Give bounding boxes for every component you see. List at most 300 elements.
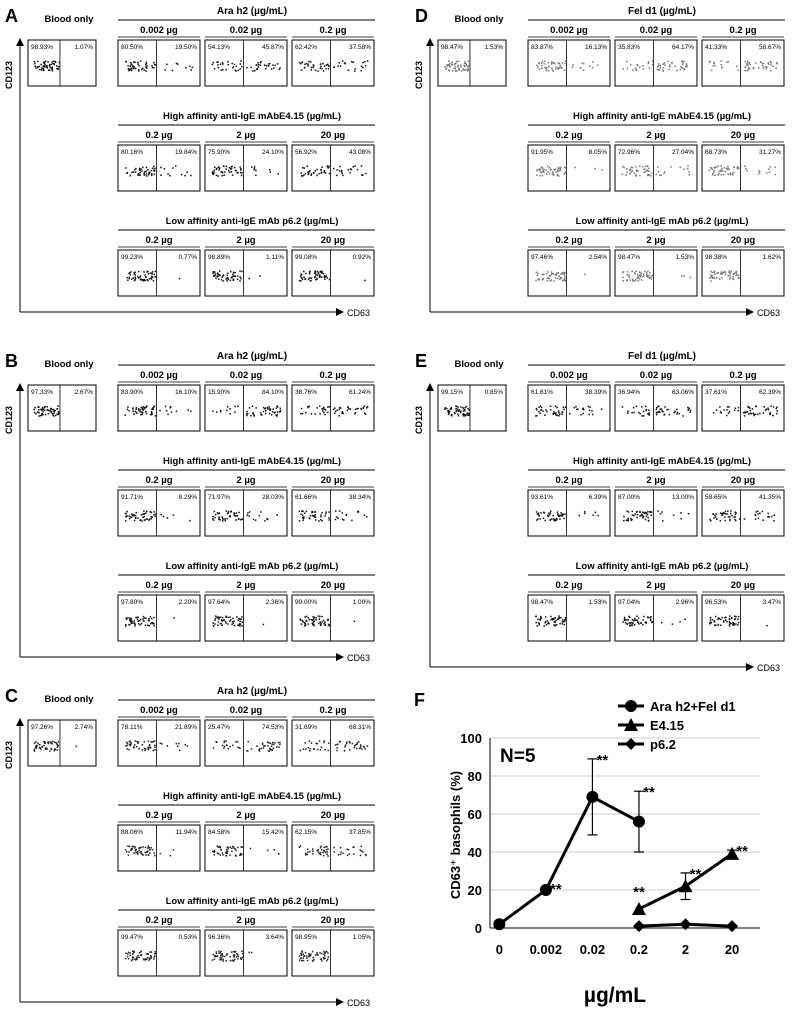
event-dot: [217, 64, 219, 66]
event-dot: [235, 69, 237, 71]
event-dot: [251, 166, 253, 168]
event-dot: [238, 620, 240, 622]
event-dot: [224, 171, 226, 173]
event-dot: [320, 852, 322, 854]
event-dot: [542, 168, 544, 170]
event-dot: [556, 272, 558, 274]
event-dot: [681, 275, 683, 277]
event-dot: [584, 513, 586, 515]
event-dot: [652, 621, 654, 623]
event-dot: [308, 174, 310, 176]
event-dot: [551, 271, 553, 273]
event-dot: [146, 65, 148, 67]
event-dot: [327, 64, 329, 66]
event-dot: [230, 280, 232, 282]
event-dots: [622, 616, 686, 627]
y-tick-label: 20: [467, 883, 482, 898]
event-dot: [638, 617, 640, 619]
event-dot: [234, 167, 236, 169]
event-dot: [562, 62, 564, 64]
event-dot: [305, 412, 307, 414]
event-dot: [58, 66, 60, 68]
antigen-dose-plot: [528, 385, 610, 431]
event-dot: [300, 619, 302, 621]
event-dot: [51, 748, 53, 750]
event-dot: [134, 846, 136, 848]
event-dot: [311, 175, 313, 177]
event-dot: [723, 620, 725, 622]
event-dot: [144, 408, 146, 410]
event-dot: [659, 174, 661, 176]
event-dot: [736, 272, 738, 274]
event-dot: [217, 625, 219, 627]
event-dot: [305, 173, 307, 175]
event-dot: [220, 616, 222, 618]
event-dot: [558, 272, 560, 274]
event-dot: [340, 854, 342, 856]
event-dot: [237, 847, 239, 849]
event-dot: [268, 750, 270, 752]
event-dot: [553, 273, 555, 275]
event-dot: [315, 274, 317, 276]
event-dot: [629, 624, 631, 626]
event-dot: [328, 68, 330, 70]
event-dot: [232, 174, 234, 176]
event-dot: [313, 64, 315, 66]
event-dot: [547, 166, 549, 168]
event-dot: [557, 171, 559, 173]
low-affinity-dose-plot: [615, 595, 697, 641]
event-dot: [642, 619, 644, 621]
event-dot: [301, 172, 303, 174]
right-quadrant-percent: 2.20%: [178, 599, 197, 606]
event-dot: [229, 854, 231, 856]
event-dot: [548, 66, 550, 68]
event-dot: [467, 408, 469, 410]
event-dot: [563, 409, 565, 411]
event-dot: [553, 411, 555, 413]
event-dot: [128, 854, 130, 856]
event-dot: [657, 166, 659, 168]
dose-label: 0.002 µg: [550, 25, 588, 36]
event-dot: [636, 616, 638, 618]
event-dot: [731, 617, 733, 619]
event-dot: [277, 63, 279, 65]
event-dot: [146, 405, 148, 407]
event-dot: [714, 515, 716, 517]
event-dot: [658, 63, 660, 65]
left-quadrant-percent: 72.96%: [618, 149, 641, 156]
dose-label: 0.2 µg: [145, 130, 173, 141]
event-dot: [564, 518, 566, 520]
event-dot: [622, 406, 624, 408]
event-dot: [252, 406, 254, 408]
event-dot: [690, 410, 692, 412]
event-dot: [333, 168, 335, 170]
event-dot: [601, 408, 603, 410]
event-dot: [269, 413, 271, 415]
event-dot: [637, 514, 639, 516]
event-dot: [770, 405, 772, 407]
event-dot: [214, 167, 216, 169]
event-dot: [76, 746, 78, 748]
event-dot: [276, 405, 278, 407]
event-dot: [270, 171, 272, 173]
event-dot: [233, 66, 235, 68]
event-dot: [365, 854, 367, 856]
event-dot: [224, 956, 226, 958]
event-dot: [39, 744, 41, 746]
event-dot: [658, 171, 660, 173]
event-dot: [147, 280, 149, 282]
right-quadrant-percent: 0.77%: [178, 254, 197, 261]
event-dot: [635, 68, 637, 70]
low-affinity-dose-plot: [292, 595, 374, 641]
event-dot: [648, 61, 650, 63]
y-axis-label: CD123: [4, 740, 14, 770]
event-dot: [325, 68, 327, 70]
event-dot: [322, 852, 324, 854]
event-dot: [300, 275, 302, 277]
event-dot: [45, 414, 47, 416]
event-dot: [541, 65, 543, 67]
right-quadrant-percent: 13.00%: [671, 494, 694, 501]
event-dot: [51, 64, 53, 66]
event-dot: [714, 65, 716, 67]
event-dot: [687, 168, 689, 170]
event-dot: [302, 62, 304, 64]
event-dot: [364, 280, 366, 282]
event-dot: [323, 70, 325, 72]
event-dot: [324, 279, 326, 281]
event-dot: [140, 409, 142, 411]
low-affinity-dose-plot: [118, 930, 200, 976]
event-dot: [347, 410, 349, 412]
event-dot: [126, 511, 128, 513]
event-dot: [214, 511, 216, 513]
event-dot: [145, 512, 147, 514]
event-dot: [247, 514, 249, 516]
event-dot: [227, 851, 229, 853]
event-dot: [267, 519, 269, 521]
event-dot: [240, 278, 242, 280]
event-dot: [151, 414, 153, 416]
event-dot: [227, 623, 229, 625]
event-dot: [744, 70, 746, 72]
event-dot: [563, 406, 565, 408]
event-dot: [137, 517, 139, 519]
event-dot: [154, 168, 156, 170]
event-dot: [555, 169, 557, 171]
event-dot: [129, 515, 131, 517]
event-dot: [710, 271, 712, 273]
event-dot: [307, 166, 309, 168]
event-dot: [326, 854, 328, 856]
event-dot: [626, 623, 628, 625]
event-dot: [240, 60, 242, 62]
event-dot: [57, 405, 59, 407]
event-dot: [725, 617, 727, 619]
event-dot: [301, 960, 303, 962]
left-quadrant-percent: 68.73%: [705, 149, 728, 156]
blood-only-plot: [438, 385, 506, 431]
event-dot: [649, 511, 651, 513]
event-dot: [629, 173, 631, 175]
event-dot: [126, 617, 128, 619]
event-dot: [364, 61, 366, 63]
event-dot: [457, 413, 459, 415]
event-dot: [722, 170, 724, 172]
event-dot: [55, 62, 57, 64]
event-dot: [230, 619, 232, 621]
event-dot: [271, 746, 273, 748]
event-dot: [224, 746, 226, 748]
event-dot: [729, 619, 731, 621]
right-quadrant-percent: 27.04%: [671, 149, 694, 156]
event-dot: [308, 617, 310, 619]
blood-only-label: Blood only: [44, 359, 94, 370]
event-dot: [714, 272, 716, 274]
event-dot: [255, 174, 257, 176]
dose-label: 2 µg: [646, 580, 666, 591]
event-dot: [357, 742, 359, 744]
x-axis-label: CD63: [347, 998, 371, 1008]
event-dot: [273, 744, 275, 746]
event-dot: [744, 411, 746, 413]
event-dot: [308, 747, 310, 749]
event-dot: [645, 406, 647, 408]
event-dot: [642, 65, 644, 67]
event-dot: [242, 621, 244, 623]
event-dot: [214, 959, 216, 961]
event-dot: [545, 520, 547, 522]
event-dot: [557, 511, 559, 513]
event-dot: [235, 170, 237, 172]
event-dot: [300, 514, 302, 516]
event-dots: [34, 61, 61, 72]
event-dot: [337, 410, 339, 412]
event-dot: [664, 65, 666, 67]
event-dot: [312, 850, 314, 852]
event-dot: [52, 70, 54, 72]
event-dot: [745, 168, 747, 170]
event-dot: [265, 413, 267, 415]
event-dot: [633, 280, 635, 282]
left-quadrant-percent: 84.58%: [208, 829, 231, 836]
event-dot: [311, 619, 313, 621]
event-dot: [326, 849, 328, 851]
event-dot: [303, 748, 305, 750]
event-dot: [551, 68, 553, 70]
event-dot: [218, 621, 220, 623]
left-quadrant-percent: 83.87%: [531, 44, 554, 51]
event-dot: [192, 67, 194, 69]
event-dot: [153, 623, 155, 625]
event-dot: [149, 625, 151, 627]
event-dot: [315, 170, 317, 172]
panel-c: [4, 686, 375, 1008]
event-dot: [254, 70, 256, 72]
event-dot: [231, 168, 233, 170]
event-dot: [308, 953, 310, 955]
dose-label: 0.02 µg: [229, 370, 263, 381]
data-point: [726, 920, 738, 932]
event-dot: [151, 512, 153, 514]
y-axis-label: CD123: [4, 405, 14, 435]
event-dot: [213, 172, 215, 174]
event-dot: [41, 746, 43, 748]
event-dot: [149, 847, 151, 849]
event-dot: [729, 624, 731, 626]
event-dot: [348, 169, 350, 171]
event-dot: [669, 66, 671, 68]
event-dot: [542, 274, 544, 276]
event-dot: [722, 67, 724, 69]
event-dot: [569, 413, 571, 415]
event-dot: [226, 744, 228, 746]
event-dot: [248, 741, 250, 743]
event-dot: [129, 278, 131, 280]
event-dot: [50, 410, 52, 412]
event-dot: [353, 853, 355, 855]
event-dot: [56, 749, 58, 751]
dose-label: 20 µg: [730, 475, 756, 486]
event-dot: [735, 514, 737, 516]
event-dots: [212, 510, 278, 521]
right-quadrant-percent: 1.53%: [484, 44, 503, 51]
low-affinity-dose-plot: [528, 595, 610, 641]
event-dot: [161, 743, 163, 745]
event-dots: [622, 271, 691, 282]
event-dot: [53, 411, 55, 413]
event-dot: [328, 956, 330, 958]
event-dot: [310, 953, 312, 955]
event-dot: [652, 60, 654, 62]
event-dot: [160, 853, 162, 855]
event-dot: [251, 952, 253, 954]
high-affinity-title: High affinity anti-IgE mAbE4.15 (µg/mL): [162, 791, 342, 802]
event-dot: [153, 166, 155, 168]
right-quadrant-percent: 28.03%: [261, 494, 284, 501]
event-dot: [128, 410, 130, 412]
event-dot: [154, 170, 156, 172]
event-dot: [169, 175, 171, 177]
event-dot: [747, 406, 749, 408]
x-axis-label: CD63: [757, 663, 781, 673]
event-dot: [340, 65, 342, 67]
event-dot: [136, 741, 138, 743]
event-dot: [340, 851, 342, 853]
event-dots: [125, 405, 192, 416]
event-dot: [277, 414, 279, 416]
event-dot: [646, 622, 648, 624]
event-dot: [138, 65, 140, 67]
significance-marker: **: [736, 843, 748, 861]
event-dot: [133, 746, 135, 748]
event-dot: [732, 174, 734, 176]
event-dot: [547, 171, 549, 173]
event-dot: [767, 62, 769, 64]
event-dot: [130, 850, 132, 852]
event-dot: [559, 414, 561, 416]
event-dot: [728, 174, 730, 176]
event-dot: [221, 620, 223, 622]
event-dot: [227, 61, 229, 63]
event-dot: [140, 279, 142, 281]
event-dot: [744, 165, 746, 167]
event-dot: [635, 279, 637, 281]
event-dot: [135, 411, 137, 413]
blood-only-plot: [28, 40, 96, 86]
event-dot: [321, 408, 323, 410]
event-dot: [229, 617, 231, 619]
event-dot: [559, 623, 561, 625]
event-dot: [627, 274, 629, 276]
right-quadrant-percent: 74.53%: [261, 724, 284, 731]
event-dot: [35, 66, 37, 68]
event-dot: [134, 620, 136, 622]
event-dot: [279, 742, 281, 744]
event-dot: [241, 518, 243, 520]
event-dot: [145, 617, 147, 619]
event-dot: [539, 624, 541, 626]
event-dot: [300, 957, 302, 959]
event-dot: [680, 167, 682, 169]
event-dot: [220, 171, 222, 173]
event-dot: [238, 70, 240, 72]
event-dot: [733, 167, 735, 169]
event-dot: [299, 62, 301, 64]
event-dot: [713, 517, 715, 519]
event-dot: [310, 61, 312, 63]
event-dot: [550, 510, 552, 512]
event-dot: [463, 69, 465, 71]
event-dot: [253, 415, 255, 417]
event-dot: [749, 64, 751, 66]
series-line: [499, 797, 639, 924]
event-dot: [222, 63, 224, 65]
event-dot: [728, 406, 730, 408]
event-dot: [318, 623, 320, 625]
event-dot: [37, 67, 39, 69]
event-dot: [643, 616, 645, 618]
event-dot: [641, 279, 643, 281]
event-dot: [140, 955, 142, 957]
event-dot: [247, 512, 249, 514]
event-dot: [220, 623, 222, 625]
event-dot: [267, 745, 269, 747]
event-dot: [305, 853, 307, 855]
event-dot: [762, 511, 764, 513]
event-dot: [724, 520, 726, 522]
event-dot: [52, 741, 54, 743]
event-dot: [744, 518, 746, 520]
event-dot: [131, 623, 133, 625]
event-dot: [224, 740, 226, 742]
event-dot: [319, 413, 321, 415]
event-dot: [535, 415, 537, 417]
event-dot: [140, 951, 142, 953]
event-dot: [547, 280, 549, 282]
event-dot: [550, 616, 552, 618]
event-dot: [318, 849, 320, 851]
event-dot: [137, 174, 139, 176]
event-dot: [150, 747, 152, 749]
event-dot: [146, 413, 148, 415]
event-dot: [153, 750, 155, 752]
event-dot: [536, 272, 538, 274]
event-dot: [304, 513, 306, 515]
